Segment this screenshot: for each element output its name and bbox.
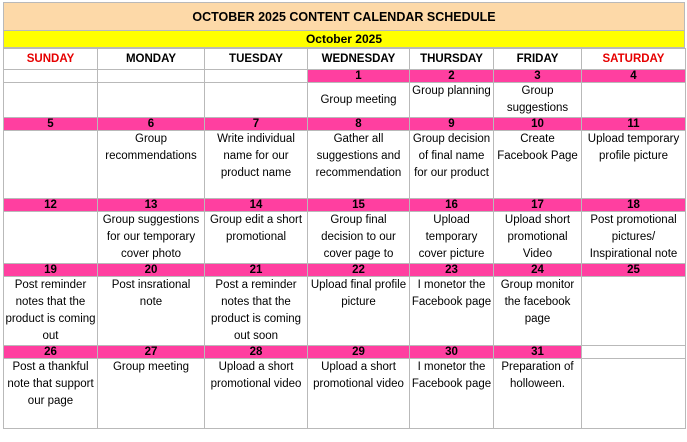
day-header-thursday[interactable]: THURSDAY (410, 49, 494, 70)
event-text: I monetor the Facebook page (411, 361, 492, 390)
event-cell[interactable] (582, 359, 686, 429)
weekday-header-row (4, 49, 686, 70)
date-cell[interactable]: 15 (308, 199, 410, 212)
event-text: Create Facebook Page (497, 133, 578, 162)
event-text: Post a reminder notes that the product is coming out soon (210, 279, 302, 342)
event-text: Group planning (412, 85, 491, 97)
week-4-date-row (4, 264, 686, 277)
date-cell[interactable]: 16 (410, 199, 494, 212)
day-header-sunday[interactable]: SUNDAY (4, 49, 98, 70)
event-text: Post a thankful note that support our page (7, 361, 94, 407)
event-cell[interactable] (4, 212, 98, 264)
week-2-date-row (4, 118, 686, 131)
event-cell[interactable] (205, 359, 308, 429)
event-cell[interactable] (410, 131, 494, 199)
event-cell[interactable] (308, 359, 410, 429)
event-cell[interactable] (582, 212, 686, 264)
event-cell[interactable] (494, 212, 582, 264)
event-cell[interactable] (98, 212, 205, 264)
event-text: Group meeting (320, 93, 397, 106)
date-cell[interactable]: 14 (205, 199, 308, 212)
event-cell[interactable] (308, 131, 410, 199)
event-text: Upload a short promotional video (313, 361, 404, 390)
day-header-friday[interactable]: FRIDAY (494, 49, 582, 70)
event-cell[interactable] (410, 277, 494, 346)
date-cell[interactable]: 12 (4, 199, 98, 212)
date-cell[interactable]: 22 (308, 264, 410, 277)
event-cell[interactable] (410, 359, 494, 429)
date-cell[interactable]: 21 (205, 264, 308, 277)
event-cell[interactable] (308, 83, 410, 118)
event-cell[interactable] (205, 83, 308, 118)
event-cell[interactable] (494, 277, 582, 346)
event-text: Upload temporary profile picture (587, 133, 680, 162)
day-header-saturday[interactable]: SATURDAY (582, 49, 686, 70)
event-cell[interactable] (410, 212, 494, 264)
month-label[interactable]: October 2025 (3, 31, 685, 48)
date-cell[interactable]: 6 (98, 118, 205, 131)
day-header-tuesday[interactable]: TUESDAY (205, 49, 308, 70)
day-header-monday[interactable]: MONDAY (98, 49, 205, 70)
date-cell[interactable]: 4 (582, 70, 686, 83)
event-text: Upload temporary cover picture (418, 214, 485, 260)
event-cell[interactable] (205, 212, 308, 264)
date-cell[interactable]: 26 (4, 346, 98, 359)
date-cell[interactable]: 29 (308, 346, 410, 359)
date-cell[interactable]: 3 (494, 70, 582, 83)
week-1-date-row (4, 70, 686, 83)
date-cell[interactable]: 1 (308, 70, 410, 83)
event-text: Group suggestions (506, 85, 569, 114)
week-4-event-row (4, 277, 686, 346)
event-text: Gather all suggestions and recommendation (315, 133, 402, 179)
date-cell[interactable]: 11 (582, 118, 686, 131)
week-3-event-row (4, 212, 686, 264)
event-cell[interactable] (98, 277, 205, 346)
event-text: Post insrational note (111, 279, 191, 308)
week-5-date-row (4, 346, 686, 359)
date-cell[interactable] (582, 346, 686, 359)
week-1-event-row (4, 83, 686, 118)
week-5-event-row (4, 359, 686, 429)
date-cell[interactable]: 17 (494, 199, 582, 212)
date-cell[interactable]: 13 (98, 199, 205, 212)
date-cell[interactable]: 19 (4, 264, 98, 277)
event-cell[interactable] (582, 277, 686, 346)
event-cell[interactable] (308, 212, 410, 264)
date-cell[interactable]: 18 (582, 199, 686, 212)
event-cell[interactable] (205, 131, 308, 199)
date-cell[interactable]: 8 (308, 118, 410, 131)
date-cell[interactable]: 24 (494, 264, 582, 277)
date-cell[interactable]: 2 (410, 70, 494, 83)
event-cell[interactable] (582, 83, 686, 118)
date-cell[interactable]: 9 (410, 118, 494, 131)
week-3-date-row (4, 199, 686, 212)
event-text: Group suggestions for our temporary cover photo (102, 214, 200, 260)
event-cell[interactable] (205, 277, 308, 346)
calendar-title[interactable]: OCTOBER 2025 CONTENT CALENDAR SCHEDULE (3, 2, 685, 31)
date-cell[interactable]: 5 (4, 118, 98, 131)
event-cell[interactable] (410, 83, 494, 118)
date-cell[interactable]: 28 (205, 346, 308, 359)
event-cell[interactable] (98, 131, 205, 199)
event-text: Group edit a short promotional (209, 214, 303, 243)
event-cell[interactable] (494, 83, 582, 118)
event-text: Group monitor the facebook page (500, 279, 575, 325)
date-cell[interactable]: 23 (410, 264, 494, 277)
event-cell[interactable] (4, 131, 98, 199)
event-text: Preparation of holloween. (501, 361, 574, 390)
date-cell[interactable]: 10 (494, 118, 582, 131)
event-text: Upload short promotional Video (504, 214, 571, 260)
event-text: Group meeting (112, 361, 190, 373)
event-text: Post promotional pictures/ Inspirational note (589, 214, 678, 260)
event-text: I monetor the Facebook page (411, 279, 492, 308)
event-text: Group decision of final name for our product (412, 133, 491, 179)
event-cell[interactable] (582, 131, 686, 199)
date-cell[interactable]: 20 (98, 264, 205, 277)
date-cell[interactable]: 27 (98, 346, 205, 359)
event-cell[interactable] (494, 131, 582, 199)
week-2-event-row (4, 131, 686, 199)
event-cell[interactable] (308, 277, 410, 346)
calendar-grid (3, 48, 686, 429)
date-cell[interactable]: 25 (582, 264, 686, 277)
date-cell[interactable]: 30 (410, 346, 494, 359)
event-cell[interactable] (4, 83, 98, 118)
date-cell[interactable] (98, 70, 205, 83)
event-cell[interactable] (98, 359, 205, 429)
event-text: Post reminder notes that the product is coming out (5, 279, 96, 342)
date-cell[interactable]: 31 (494, 346, 582, 359)
event-text: Group recommendations (105, 133, 197, 162)
event-cell[interactable] (4, 359, 98, 429)
event-text: Upload a short promotional video (210, 361, 302, 390)
date-cell[interactable] (4, 70, 98, 83)
event-cell[interactable] (494, 359, 582, 429)
event-text: Upload final profile picture (310, 279, 407, 308)
event-text: Write individual name for our product name (217, 133, 295, 179)
event-text: Group final decision to our cover page to (321, 214, 396, 260)
date-cell[interactable]: 7 (205, 118, 308, 131)
event-cell[interactable] (4, 277, 98, 346)
event-cell[interactable] (98, 83, 205, 118)
day-header-wednesday[interactable]: WEDNESDAY (308, 49, 410, 70)
date-cell[interactable] (205, 70, 308, 83)
